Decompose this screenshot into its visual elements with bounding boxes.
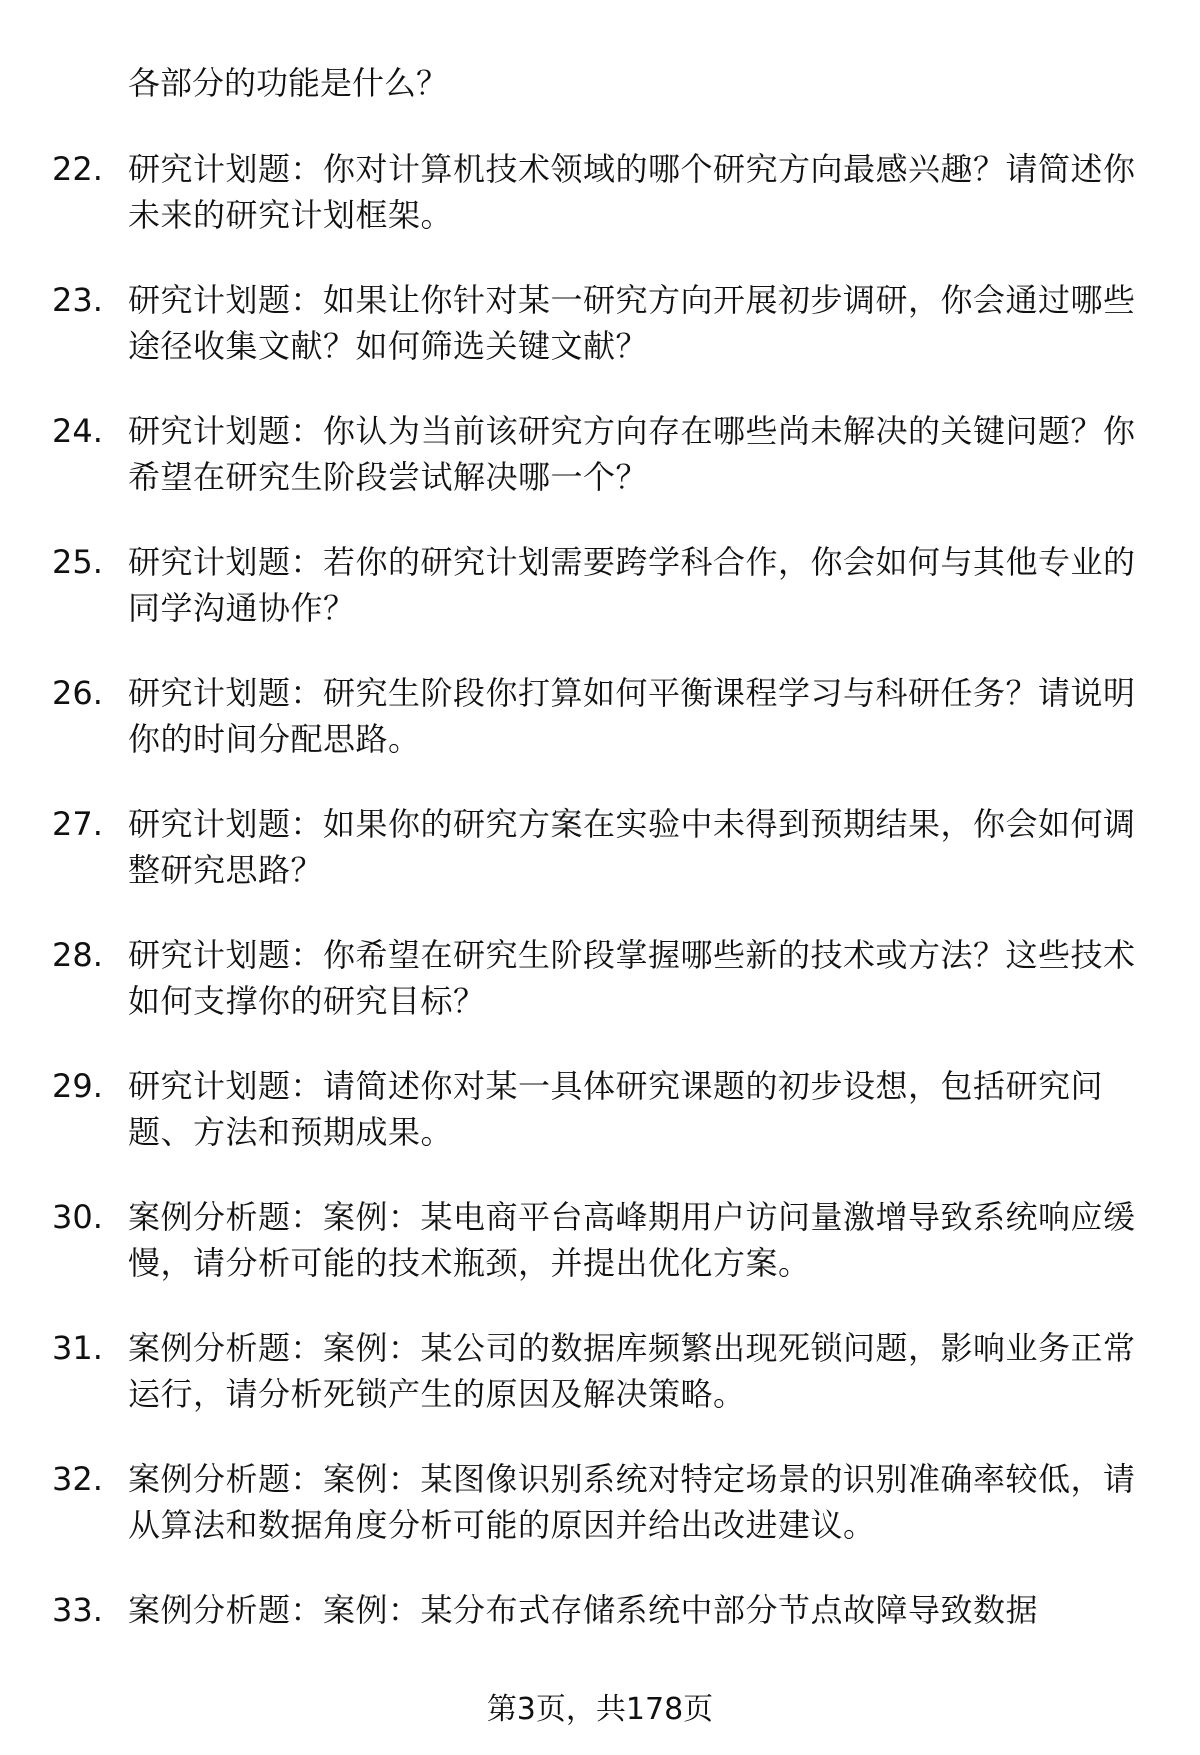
list-item bbox=[0, 277, 1200, 408]
list-item bbox=[0, 539, 1200, 670]
list-item bbox=[0, 1063, 1200, 1194]
item-number: 30. bbox=[52, 1198, 103, 1236]
list-item bbox=[0, 146, 1200, 277]
list-item bbox=[0, 1456, 1200, 1587]
list-item bbox=[0, 408, 1200, 539]
item-text: 研究计划题：如果你的研究方案在实验中未得到预期结果，你会如何调整研究思路？ bbox=[128, 805, 1136, 889]
item-number: 22. bbox=[52, 150, 103, 188]
item-number: 27. bbox=[52, 805, 103, 843]
list-item bbox=[0, 932, 1200, 1063]
item-text: 案例分析题：案例：某分布式存储系统中部分节点故障导致数据 bbox=[128, 1591, 1039, 1629]
list-item bbox=[0, 1194, 1200, 1325]
item-text: 研究计划题：研究生阶段你打算如何平衡课程学习与科研任务？请说明你的时间分配思路。 bbox=[128, 674, 1136, 758]
item-text: 研究计划题：请简述你对某一具体研究课题的初步设想，包括研究问题、方法和预期成果。 bbox=[128, 1067, 1104, 1151]
item-text: 案例分析题：案例：某图像识别系统对特定场景的识别准确率较低，请从算法和数据角度分析可能的原因并给出改进建议。 bbox=[128, 1460, 1136, 1544]
continuation-text: 各部分的功能是什么？ bbox=[128, 64, 449, 102]
item-number: 31. bbox=[52, 1329, 103, 1367]
item-number: 24. bbox=[52, 412, 103, 450]
item-number: 29. bbox=[52, 1067, 103, 1105]
list-item bbox=[0, 670, 1200, 801]
list-item bbox=[0, 1325, 1200, 1456]
item-number: 33. bbox=[52, 1591, 103, 1629]
item-text: 研究计划题：你希望在研究生阶段掌握哪些新的技术或方法？这些技术如何支撑你的研究目标？ bbox=[128, 936, 1136, 1020]
item-text: 案例分析题：案例：某电商平台高峰期用户访问量激增导致系统响应缓慢，请分析可能的技术瓶颈，并提出优化方案。 bbox=[128, 1198, 1136, 1282]
item-text: 研究计划题：你对计算机技术领域的哪个研究方向最感兴趣？请简述你未来的研究计划框架。 bbox=[128, 150, 1136, 234]
item-number: 25. bbox=[52, 543, 103, 581]
item-number: 32. bbox=[52, 1460, 103, 1498]
item-number: 23. bbox=[52, 281, 103, 319]
question-list bbox=[0, 146, 1200, 1718]
item-number: 28. bbox=[52, 936, 103, 974]
list-item bbox=[0, 801, 1200, 932]
page-footer: 第3页，共178页 bbox=[486, 1692, 714, 1727]
item-text: 研究计划题：如果让你针对某一研究方向开展初步调研，你会通过哪些途径收集文献？如何筛选关键文献？ bbox=[128, 281, 1136, 365]
item-text: 案例分析题：案例：某公司的数据库频繁出现死锁问题，影响业务正常运行，请分析死锁产生的原因及解决策略。 bbox=[128, 1329, 1136, 1413]
item-text: 研究计划题：你认为当前该研究方向存在哪些尚未解决的关键问题？你希望在研究生阶段尝试解决哪一个？ bbox=[128, 412, 1136, 496]
item-text: 研究计划题：若你的研究计划需要跨学科合作，你会如何与其他专业的同学沟通协作？ bbox=[128, 543, 1136, 627]
item-number: 26. bbox=[52, 674, 103, 712]
